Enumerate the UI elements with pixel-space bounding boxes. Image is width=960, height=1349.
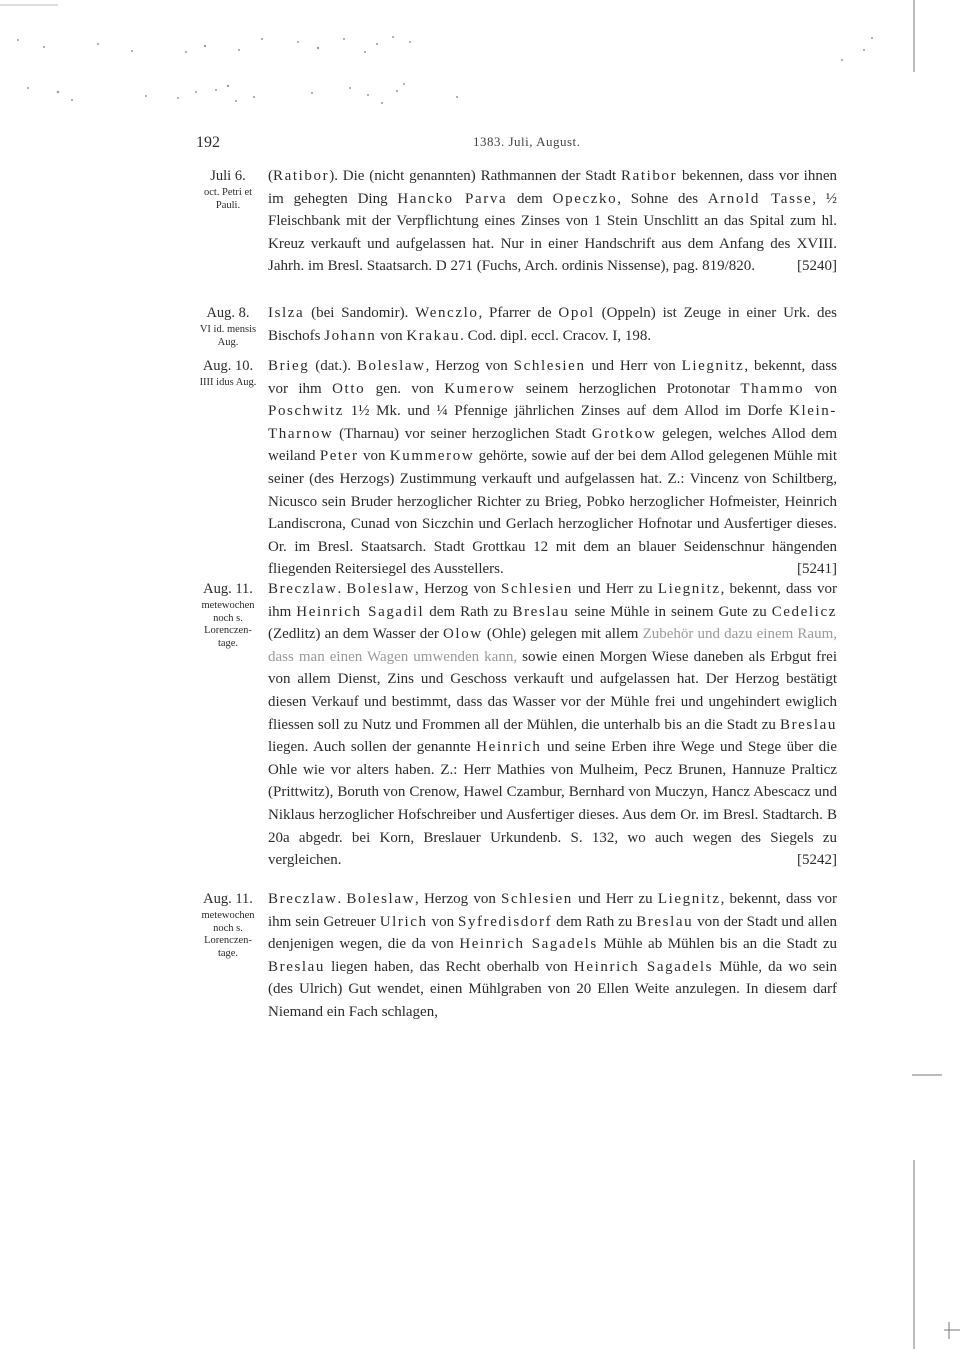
person-place-name: Liegnitz [681, 358, 745, 374]
text-run: von [427, 913, 459, 930]
margin-feast-line: Aug. [217, 336, 239, 348]
margin-date: Aug. 8. [206, 305, 250, 321]
text-run: , ½ Fleischbank mit der Verpflichtung eines Zinses von 1 Stein Unschlitt an das Spital zum hl. Kreuz verkauft und aufgelassen hat. Nur in einer Handschrift aus dem Anfang des XVIII. Jahrh. im Bresl. Staatsarch. D 271 (Fuchs, Arch. ordinis Nissense), pag. 819/820. [268, 190, 838, 275]
faded-line: Zubehör und dazu einem Raum, dass man einen Wagen umwenden kann, [268, 626, 837, 665]
margin-note [190, 888, 266, 960]
text-run: , Herzog von [425, 358, 514, 374]
margin-feast-line: noch s. [213, 922, 243, 934]
person-place-name: Opeczko [552, 190, 618, 207]
text-run: liegen. Auch sollen der genannte [268, 739, 477, 756]
person-place-name: Peter [319, 448, 359, 465]
person-place-name: Syfredisdorf [458, 913, 553, 930]
person-place-name: Kumerow [444, 380, 516, 397]
person-place-name: Wenczlo [415, 305, 479, 321]
regest-text [268, 888, 837, 1024]
text-run: bekennen, dass vor ihnen im gehegten Ding [268, 168, 837, 207]
text-run: , Sohne des [617, 190, 708, 207]
person-place-name: Breslau [636, 913, 694, 930]
margin-date: Juli 6. [210, 168, 246, 184]
person-place-name: Hancko Parva [397, 190, 508, 207]
person-place-name: Olow [443, 626, 483, 643]
margin-note [190, 165, 266, 212]
text-run: seine Mühle in seinem Gute zu [569, 603, 772, 620]
text-run: . [337, 891, 347, 907]
regest-text [268, 165, 837, 278]
text-run: 1½ Mk. und ¼ Pfennige jährlichen Zinses auf dem Allod im Dorfe [344, 403, 790, 420]
margin-note [190, 302, 266, 349]
text-run: von [376, 327, 407, 344]
text-run: von der Stadt und allen denjenigen wegen, die da von [268, 913, 838, 953]
margin-feast-line: IIII idus Aug. [199, 377, 257, 388]
person-place-name: Breslau [512, 603, 570, 620]
person-place-name: Liegnitz [657, 891, 721, 907]
margin-feast-line: Lorenczen- [204, 935, 252, 946]
person-place-name: Kummerow [389, 448, 475, 465]
margin-feast-line: metewochen [201, 600, 255, 611]
margin-feast-line: Lorenczen- [204, 625, 252, 636]
text-run: und Herr zu [572, 891, 658, 907]
text-run: , bekennt, dass vor ihm sein Getreuer [268, 891, 838, 930]
person-place-name: Krakau [406, 327, 461, 344]
margin-feast-line: tage. [217, 947, 239, 959]
text-run: ( [268, 168, 273, 184]
person-place-name: Islza [268, 305, 305, 321]
text-run: . Cod. dipl. eccl. Cracov. I, 198. [460, 327, 652, 344]
page-number: 192 [196, 134, 220, 151]
margin-note [190, 355, 266, 390]
text-run: sowie einen Morgen Wiese daneben als Erbgut frei von allem Dienst, Zins und Geschoss verkauft und aufgelassen hat. Der Herzog bestätigt diesen Verkauf und bestimmt, dass das Wasser vor der Mühle frei und ungehindert ewiglich fliessen soll zu Nutz und Frommen all der Mühlen, die unterhalb bis an die Stadt zu [268, 648, 837, 733]
margin-feast-line: VI id. mensis [199, 324, 257, 335]
person-place-name: Poschwitz [268, 403, 345, 420]
text-run: dem [507, 190, 553, 207]
margin-feast-line: oct. Petri et [203, 187, 253, 198]
text-run: (dat.). [309, 358, 357, 374]
text-run: dem Rath zu [552, 913, 637, 930]
text-run: , Pfarrer de [478, 305, 559, 321]
person-place-name: Boleslaw [346, 581, 416, 597]
text-run: dem Rath zu [424, 603, 513, 620]
margin-feast-line: noch s. [213, 612, 243, 624]
text-run: . [337, 581, 347, 597]
person-place-name: Breslau [779, 716, 837, 733]
text-run: gen. von [365, 380, 445, 397]
person-place-name: Opol [558, 305, 595, 321]
text-run: Mühle, da wo sein (des Ulrich) Gut wendet, einen Mühlgraben von 20 Ellen Weite anzulegen. In diesem darf Niemand ein Fach schlagen, [268, 958, 837, 1020]
person-place-name: Johann [324, 327, 377, 344]
crop-marks [912, 0, 960, 1349]
person-place-name: Schlesien [501, 581, 573, 597]
register-number: [5242] [797, 852, 837, 869]
margin-note [190, 578, 266, 650]
text-run: Mühle ab Mühlen bis an die Stadt zu [597, 936, 837, 953]
person-place-name: Thammo [740, 380, 805, 397]
regest-text [268, 355, 837, 581]
person-place-name: Breczlaw [268, 581, 338, 597]
text-run: seinem herzoglichen Protonotar [515, 380, 741, 397]
person-place-name: Otto [332, 380, 366, 397]
margin-date: Aug. 10. [202, 358, 254, 374]
text-run: (bei Sandomir). [304, 305, 416, 321]
person-place-name: Arnold Tasse [707, 190, 813, 207]
text-run: liegen haben, das Recht oberhalb von [325, 958, 574, 975]
regest-text [268, 302, 837, 347]
person-place-name: Klein-Tharnow [268, 403, 837, 442]
scan-specks [0, 0, 960, 130]
text-run: von [358, 448, 390, 465]
person-place-name: Cedelicz [771, 603, 837, 620]
margin-date: Aug. 11. [203, 891, 253, 907]
person-place-name: Ulrich [379, 913, 428, 930]
text-run: (Oppeln) ist Zeuge in einer Urk. des Bischofs [268, 305, 837, 344]
text-run: gelegen, welches Allod dem weiland [268, 425, 837, 465]
regest-text [268, 578, 837, 872]
person-place-name: Heinrich Sagadels [459, 936, 598, 953]
person-place-name: Grotkow [591, 425, 657, 442]
person-place-name: Schlesien [513, 358, 586, 374]
person-place-name: Boleslaw [346, 891, 416, 907]
person-place-name: Boleslaw [356, 358, 426, 374]
text-run: , bekennt, dass vor ihm [268, 581, 838, 620]
margin-feast-line: tage. [217, 637, 239, 649]
person-place-name: Ratibor [621, 168, 678, 184]
person-place-name: Heinrich Sagadels [573, 958, 714, 975]
running-title: 1383. Juli, August. [473, 134, 581, 149]
person-place-name: Breslau [268, 958, 326, 975]
register-number: [5241] [797, 561, 837, 578]
margin-feast-line: metewochen [201, 910, 255, 921]
text-run: (Tharnau) vor seiner herzoglichen Stadt [333, 425, 592, 442]
person-place-name: Brieg [268, 358, 310, 374]
text-run: , Herzog von [415, 891, 502, 907]
person-place-name: Schlesien [501, 891, 573, 907]
text-run: (Zedlitz) an dem Wasser der [268, 626, 443, 643]
person-place-name: Heinrich [476, 739, 542, 756]
person-place-name: Heinrich Sagadil [296, 603, 425, 620]
person-place-name: Breczlaw [268, 891, 338, 907]
text-run: , bekennt, dass vor ihm [268, 358, 837, 397]
person-place-name: Ratibor [273, 168, 330, 184]
person-place-name: Liegnitz [657, 581, 721, 597]
text-run: ). Die (nicht genannten) Rathmannen der Stadt [329, 168, 621, 184]
text-run: , Herzog von [415, 581, 502, 597]
text-run: gehörte, sowie auf der bei dem Allod gelegenen Mühle mit seiner (des Herzogs) Zustimmung verkauft und aufgelassen hat. Z.: Vincenz von Schiltberg, Nicusco sein Bruder herzoglicher Richter zu Brieg, Pobko herzoglicher Hofmeister, Heinrich Landiscrona, Cunad von Siczchin und Gerlach herzoglicher Hofnotar und Ausfertiger dieses. Or. im Bresl. Staatsarch. Stadt Grottkau 12 mit dem an blauer Seidenschnur hängenden fliegenden Reitersiegel des Ausstellers. [268, 448, 838, 578]
text-run: von [804, 380, 837, 397]
margin-feast-line: Pauli. [215, 199, 241, 211]
page-header [0, 134, 960, 158]
text-run: und seine Erben ihre Wege und Stege über die Ohle wie vor alters haben. Z.: Herr Mathies von Mulheim, Pecz Brunen, Hannuze Pralticz (Prittwitz), Boruth von Crenow, Hawel Czambur, Bernhard von Muczyn, Hancz Abescacz und Niklaus herzoglicher Hofschreiber und Ausfertiger dieses. Aus dem Or. im Bresl. Stadtarch. B 20a abgedr. bei Korn, Breslauer Urkundenb. S. 132, wo auch wegen des Siegels zu vergleichen. [268, 739, 837, 869]
register-number: [5240] [797, 258, 837, 275]
text-run: und Herr von [585, 358, 682, 374]
margin-date: Aug. 11. [203, 581, 253, 597]
text-run: und Herr zu [572, 581, 658, 597]
text-run: (Ohle) gelegen mit allem [482, 626, 643, 643]
